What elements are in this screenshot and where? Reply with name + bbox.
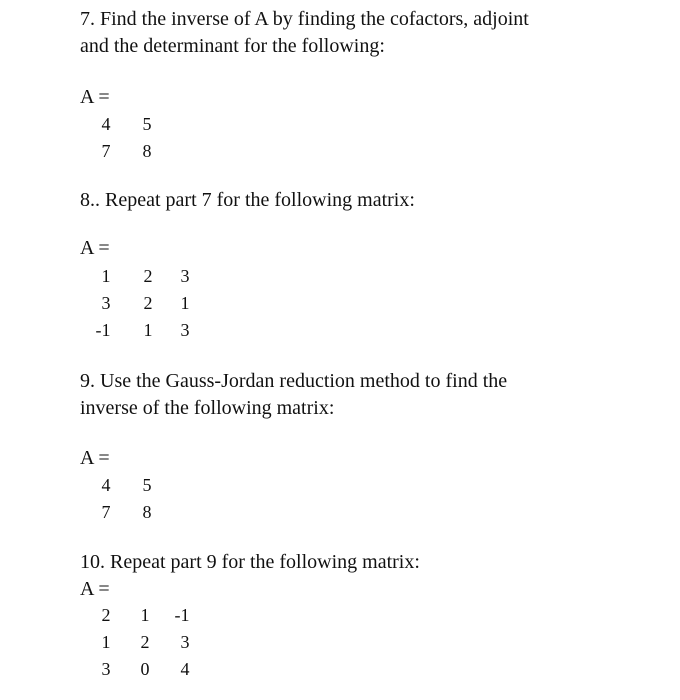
problem-10-matrix-label: A = — [80, 578, 110, 600]
matrix-cell: 7 — [101, 502, 111, 522]
problem-7-matrix-label: A = — [80, 86, 110, 108]
matrix-cell: 2 — [143, 293, 153, 313]
matrix-cell: 5 — [142, 114, 152, 134]
matrix-cell: 4 — [101, 475, 111, 495]
matrix-cell: 8 — [142, 141, 152, 161]
matrix-cell: 0 — [140, 659, 150, 679]
matrix-cell: 8 — [142, 502, 152, 522]
problem-7-line-1: 7. Find the inverse of A by finding the cofactors, adjoint — [80, 8, 529, 30]
matrix-cell: 5 — [142, 475, 152, 495]
matrix-cell: 1 — [143, 320, 153, 340]
matrix-cell: 1 — [180, 293, 190, 313]
matrix-cell: 4 — [101, 114, 111, 134]
matrix-cell: 1 — [101, 266, 111, 286]
matrix-cell: 3 — [101, 293, 111, 313]
problem-10-line-1: 10. Repeat part 9 for the following matrix: — [80, 551, 420, 573]
matrix-cell: 3 — [180, 632, 190, 652]
matrix-cell: 2 — [143, 266, 153, 286]
matrix-cell: 3 — [101, 659, 111, 679]
matrix-cell: 2 — [140, 632, 150, 652]
matrix-cell: 4 — [180, 659, 190, 679]
problem-7-line-2: and the determinant for the following: — [80, 35, 385, 57]
matrix-cell: 3 — [180, 266, 190, 286]
problem-9-matrix-label: A = — [80, 447, 110, 469]
matrix-cell: -1 — [95, 320, 111, 340]
matrix-cell: 3 — [180, 320, 190, 340]
matrix-cell: 7 — [101, 141, 111, 161]
matrix-cell: -1 — [174, 605, 190, 625]
problem-9-line-1: 9. Use the Gauss-Jordan reduction method to find the — [80, 370, 508, 392]
problem-9-line-2: inverse of the following matrix: — [80, 397, 335, 419]
matrix-cell: 1 — [101, 632, 111, 652]
problem-8-line-1: 8.. Repeat part 7 for the following matrix: — [80, 189, 415, 211]
matrix-cell: 1 — [140, 605, 150, 625]
matrix-cell: 2 — [101, 605, 111, 625]
problem-8-matrix-label: A = — [80, 237, 110, 259]
